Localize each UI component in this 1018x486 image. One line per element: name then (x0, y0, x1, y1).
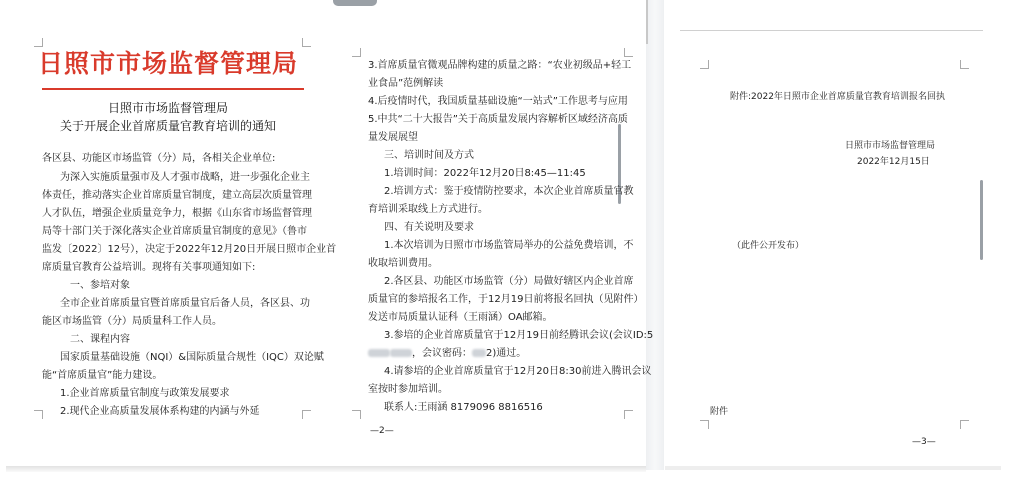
body-line: 人才队伍，增强企业质量竞争力，根据《山东省市场监督管理 (42, 208, 312, 219)
body-line: 质量官的参培报名工作，于12月19日前将报名回执（见附件） (368, 294, 644, 305)
crop-mark (700, 60, 709, 69)
list-item: 4.请参培的企业首席质量官于12月20日8:30前进入腾讯会议 (384, 366, 652, 377)
meeting-info-end: 2)通过。 (486, 348, 527, 359)
page-shadow (665, 466, 1001, 470)
body-line: 国家质量基础设施（NQI）&国际质量合规性（IQC）双论赋 (60, 352, 324, 363)
header-rule (42, 88, 304, 90)
crop-mark (960, 60, 969, 69)
crop-mark (352, 410, 361, 419)
drag-handle[interactable] (333, 0, 377, 6)
body-line: 收取培训费用。 (368, 258, 438, 269)
page-number: —2— (370, 426, 394, 436)
meeting-password-label: ，会议密码： (412, 348, 472, 359)
crop-mark (302, 410, 311, 419)
body-line: 局等十部门关于深化落实企业首席质量官制度的意见》（鲁市 (42, 226, 307, 237)
section-heading: 二、课程内容 (70, 334, 130, 345)
list-item: 3.参培的企业首席质量官于12月19日前经腾讯会议(会议ID:5 (384, 330, 654, 341)
crop-mark (302, 38, 311, 47)
attachment-title: 附件:2022年日照市企业首席质量官教育培训报名回执 (730, 92, 945, 102)
body-line: 室按时参加培训。 (368, 384, 448, 395)
page-divider (680, 30, 983, 31)
redacted-meeting-id (368, 349, 390, 357)
issuer-signature: 日照市市场监督管理局 (845, 141, 936, 151)
body-line: 能区市场监管（分）局质量科工作人员。 (42, 316, 222, 327)
crop-mark (34, 410, 43, 419)
page-number: —3— (912, 437, 936, 447)
crop-mark (34, 38, 43, 47)
notice-title-line-2: 关于开展企业首席质量官教育培训的通知 (59, 119, 276, 133)
attachment-label: 附件 (710, 407, 729, 417)
issue-date: 2022年12月15日 (857, 157, 930, 167)
page-gap (646, 0, 664, 470)
list-item: 2.培训方式：鉴于疫情防控要求，本次企业首席质量官教 (384, 186, 634, 197)
crop-mark (960, 420, 969, 429)
list-item: 1.本次培训为日照市市场监管局举办的公益免费培训，不 (384, 240, 634, 251)
body-line: 为深入实施质量强市及人才强市战略，进一步强化企业主 (60, 172, 310, 183)
body-line: 能“首席质量官”能力建设。 (42, 370, 163, 381)
list-item: 4.后疫情时代，我国质量基础设施“一站式”工作思考与应用 (368, 96, 628, 107)
section-heading: 四、有关说明及要求 (384, 222, 474, 233)
salutation: 各区县、功能区市场监管（分）局，各相关企业单位: (42, 153, 276, 164)
crop-mark (624, 48, 633, 57)
list-item: 2.各区县、功能区市场监管（分）局做好辖区内企业首席 (384, 276, 634, 287)
notice-title-line-1: 日照市市场监督管理局 (107, 101, 228, 115)
list-item: 2.现代企业高质量发展体系构建的内涵与外延 (60, 406, 260, 417)
body-line: 育培训采取线上方式进行。 (368, 204, 488, 215)
body-line: 体责任，推动落实企业首席质量官制度，建立高层次质量管理 (42, 190, 312, 201)
redacted-password (472, 349, 486, 357)
scrollbar[interactable] (980, 180, 983, 260)
list-item: 5.中共“二十大报告”关于高质量发展内容解析区域经济高质 (368, 114, 628, 125)
document-page-3 (665, 0, 1000, 470)
contact-person: 联系人:王雨涵 8179096 8816516 (384, 402, 543, 413)
training-time: 1.培训时间：2022年12月20日8:45—11:45 (384, 168, 586, 179)
body-line: 监发〔2022〕12号），决定于2022年12月20日开展日照市企业首 (42, 244, 337, 255)
section-heading: 三、培训时间及方式 (384, 150, 474, 161)
body-line: 席质量官教育公益培训。现将有关事项通知如下: (42, 262, 256, 273)
body-line: 发送市局质量认证科（王雨涵）OA邮箱。 (368, 312, 553, 323)
document-header: 日照市市场监督管理局 (37, 49, 298, 78)
list-item: 3.首席质量官微观品牌构建的质量之路：“农业初级品+轻工 (368, 60, 632, 71)
body-line: 全市企业首席质量官暨首席质量官后备人员，各区县、功 (60, 298, 310, 309)
page-shadow (6, 466, 646, 472)
publication-note: （此件公开发布） (732, 241, 805, 251)
crop-mark (624, 410, 633, 419)
body-line: 量发展展望 (368, 132, 418, 143)
list-item: 1.企业首席质量官制度与政策发展要求 (60, 388, 230, 399)
body-line: 业食品”范例解读 (368, 78, 444, 89)
crop-mark (352, 48, 361, 57)
meeting-info-line (368, 347, 526, 361)
section-heading: 一、参培对象 (70, 280, 130, 291)
crop-mark (700, 420, 709, 429)
redacted-meeting-id (390, 349, 412, 357)
page-edge (646, 0, 648, 44)
